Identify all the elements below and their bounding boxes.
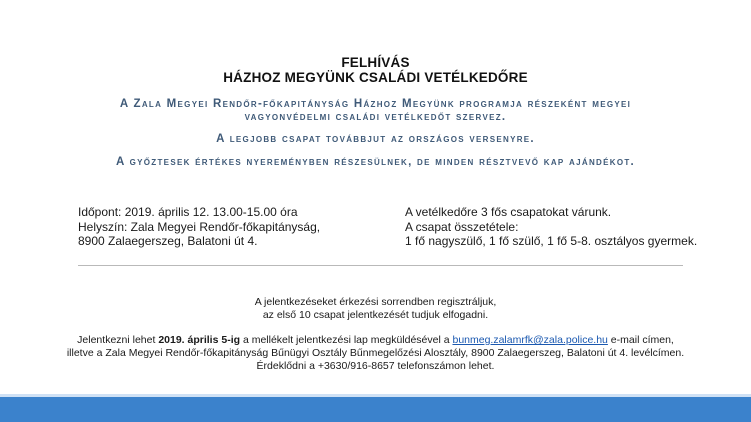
team-details — [405, 205, 697, 249]
event-time: Időpont: 2019. április 12. 13.00-15.00 óra — [78, 205, 298, 219]
footer-line-3 — [0, 334, 751, 346]
footer-line-3-mid: a mellékelt jelentkezési lap megküldésével a — [240, 334, 453, 346]
footer-line-3-post: e-mail címen, — [607, 334, 674, 346]
footer-line-1: A jelentkezéseket érkezési sorrendben regisztráljuk, — [254, 296, 497, 308]
title-announcement: FELHÍVÁS — [341, 55, 410, 70]
intro-line-1: A Zala Megyei Rendőr-főkapitányság Házhoz Megyünk programja részeként megyei — [119, 98, 632, 110]
footer-line-3-pre: Jelentkezni lehet — [77, 334, 159, 346]
intro-line-2: vagyonvédelmi családi vetélkedőt szervez. — [244, 111, 507, 123]
intro-line-4: A győztesek értékes nyereményben részesülnek, de minden résztvevő kap ajándékot. — [115, 156, 636, 168]
team-line-1: A vetélkedőre 3 fős csapatokat várunk. — [405, 205, 612, 219]
footer-line-5: Érdeklődni a +3630/916-8657 telefonszámon lehet. — [256, 360, 495, 372]
deadline-date: 2019. április 5-ig — [158, 334, 241, 346]
intro-line-3: A legjobb csapat továbbjut az országos versenyre. — [216, 133, 535, 145]
event-place: Helyszín: Zala Megyei Rendőr-főkapitányság, — [78, 219, 321, 234]
footer-line-2: az első 10 csapat jelentkezését tudjuk elfogadni. — [262, 309, 489, 321]
team-line-3: 1 fő nagyszülő, 1 fő szülő, 1 fő 5-8. osztályos gyermek. — [405, 234, 698, 248]
event-details — [78, 205, 320, 249]
divider — [78, 265, 683, 266]
email-link[interactable]: bunmeg.zalamrfk@zala.police.hu — [452, 334, 608, 346]
team-line-2: A csapat összetétele: — [405, 219, 519, 234]
footer-line-4: illetve a Zala Megyei Rendőr-főkapitányság Bűnügyi Osztály Bűnmegelőzési Alosztály, 8900 Zalaegerszeg, Balatoni út 4. levélcímen. — [66, 347, 685, 359]
title-event: HÁZHOZ MEGYÜNK CSALÁDI VETÉLKEDŐRE — [223, 70, 528, 85]
bottom-bar — [0, 397, 751, 422]
event-address: 8900 Zalaegerszeg, Balatoni út 4. — [78, 234, 258, 248]
